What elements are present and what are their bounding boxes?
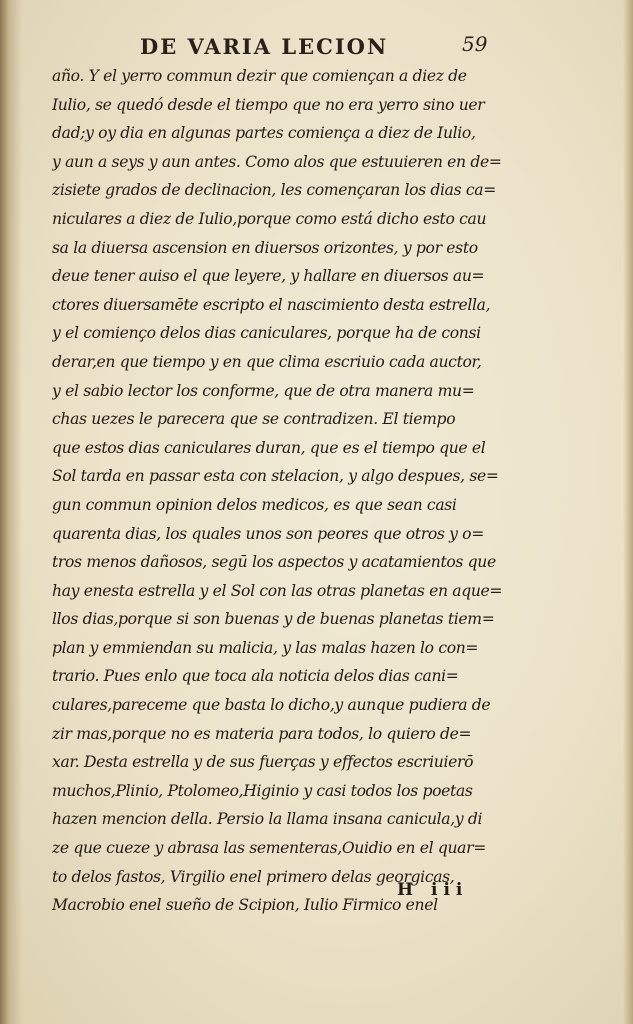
text-line: gun commun opinion delos medicos, es que sean casi xyxy=(52,495,457,514)
body-text xyxy=(52,62,532,920)
text-line: deue tener auiso el que leyere, y hallare en diuersos au= xyxy=(52,267,485,286)
text-line: niculares a diez de Iulio,porque como está dicho esto cau xyxy=(52,209,487,228)
text-line: y el sabio lector los conforme, que de otra manera mu= xyxy=(52,381,475,400)
text-line: chas uezes le parecera que se contradizen. El tiempo xyxy=(52,410,456,429)
signature-mark: H iii xyxy=(397,880,469,900)
text-line: zisiete grados de declinacion, les començaran los dias ca= xyxy=(52,181,496,200)
text-line: Macrobio enel sueño de Scipion, Iulio Firmico enel xyxy=(52,896,438,915)
text-line: plan y emmiendan su malicia, y las malas hazen lo con= xyxy=(52,638,479,657)
text-line: que estos dias caniculares duran, que es el tiempo que el xyxy=(52,438,486,457)
text-line: to delos fastos, Virgilio enel primero delas georgicas, xyxy=(52,867,455,886)
text-line: tros menos dañosos, segū los aspectos y acatamientos que xyxy=(52,553,496,572)
text-line: Iulio, se quedó desde el tiempo que no era yerro sino uer xyxy=(52,95,485,114)
text-line: culares,pareceme que basta lo dicho,y aunque pudiera de xyxy=(52,696,491,715)
text-line: ze que cueze y abrasa las sementeras,Ouidio en el quar= xyxy=(52,839,486,858)
text-line: Sol tarda en passar esta con stelacion, y algo despues, se= xyxy=(52,467,499,486)
text-line: y aun a seys y aun antes. Como alos que estuuieren en de= xyxy=(52,152,502,171)
page-header xyxy=(140,34,500,64)
text-line: sa la diuersa ascension en diuersos orizontes, y por esto xyxy=(52,238,478,257)
page-number: 59 xyxy=(462,32,488,56)
text-line: dad;y oy dia en algunas partes comiença a diez de Iulio, xyxy=(52,124,476,143)
text-line: muchos,Plinio, Ptolomeo,Higinio y casi todos los poetas xyxy=(52,781,473,800)
text-line: quarenta dias, los quales unos son peores que otros y o= xyxy=(52,524,484,543)
text-line: zir mas,porque no es materia para todos, lo quiero de= xyxy=(52,724,472,743)
text-line: hay enesta estrella y el Sol con las otras planetas en aque= xyxy=(52,581,503,600)
text-line: y el comienço delos dias caniculares, porque ha de consi xyxy=(52,324,481,343)
text-line: llos dias,porque si son buenas y de buenas planetas tiem= xyxy=(52,610,495,629)
text-line: ctores diuersamēte escripto el nascimiento desta estrella, xyxy=(52,295,491,314)
text-line: xar. Desta estrella y de sus fuerças y effectos escriuierō xyxy=(52,753,474,772)
binding-gutter xyxy=(0,0,22,1024)
running-head: DE VARIA LECION xyxy=(140,34,389,59)
text-line: derar,en que tiempo y en que clima escriuio cada auctor, xyxy=(52,352,482,371)
text-line: hazen mencion della. Persio la llama insana canicula,y di xyxy=(52,810,483,829)
page-edge xyxy=(623,0,633,1024)
text-line: año. Y el yerro commun dezir que comiençan a diez de xyxy=(52,67,467,85)
text-line: trario. Pues enlo que toca ala noticia delos dias cani= xyxy=(52,667,459,686)
